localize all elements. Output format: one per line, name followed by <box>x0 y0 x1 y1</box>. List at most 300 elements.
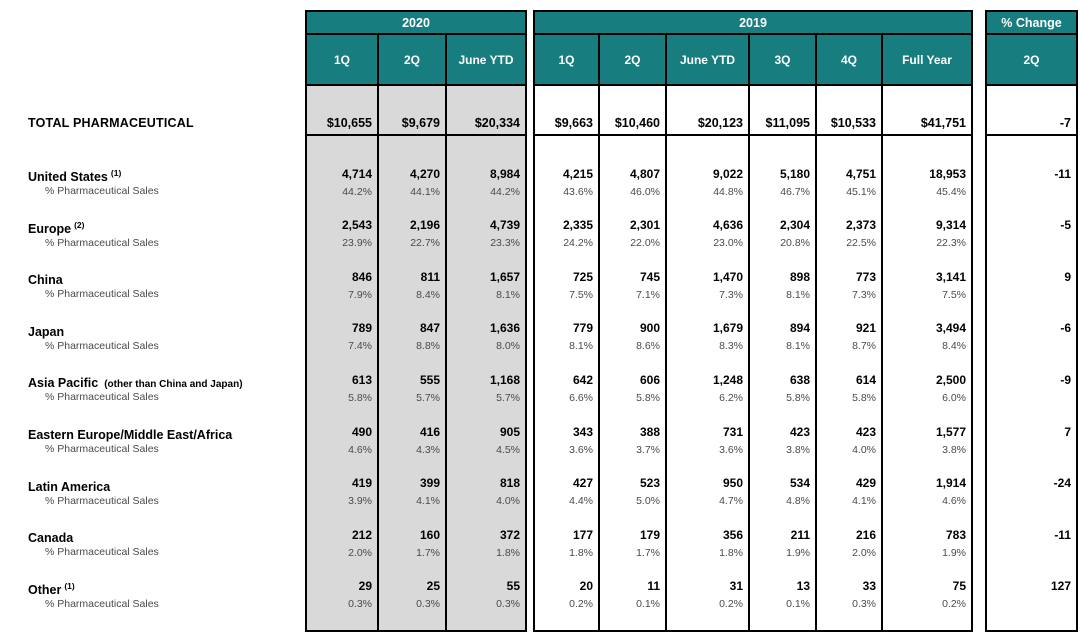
quarter-header: 1Q <box>307 35 377 86</box>
pct-of-sales-value: 45.4% <box>936 185 966 198</box>
sales-value: 847 <box>419 321 440 336</box>
sales-value: 1,679 <box>712 321 743 336</box>
pct-of-sales-value: 0.1% <box>636 598 660 611</box>
region-data-cell <box>600 424 665 476</box>
pct-of-sales-value: 7.5% <box>569 288 593 301</box>
region-data-cell <box>883 527 971 579</box>
pct-of-sales-value: 4.6% <box>348 443 372 456</box>
pct-sales-sublabel: % Pharmaceutical Sales <box>45 236 159 249</box>
quarter-header: June YTD <box>667 35 748 86</box>
region-data-cell <box>750 475 815 527</box>
pct-of-sales-value: 7.1% <box>636 288 660 301</box>
sales-value: 2,196 <box>409 218 440 233</box>
region-data-cell <box>307 475 377 527</box>
region-name-text: Asia Pacific <box>28 376 99 391</box>
region-data-cell <box>535 217 598 269</box>
region-data-cell <box>535 424 598 476</box>
sales-value: 898 <box>789 269 810 284</box>
sales-value: -24 <box>1053 476 1071 491</box>
pct-of-sales-value: 43.6% <box>563 185 593 198</box>
pct-of-sales-value: 23.9% <box>342 237 372 250</box>
sales-value: 11 <box>647 579 660 594</box>
region-data-cell <box>883 166 971 218</box>
region-data-cell <box>667 269 748 321</box>
region-data-cell <box>750 527 815 579</box>
pct-of-sales-value: 44.2% <box>490 185 520 198</box>
pct-of-sales-value: 4.5% <box>496 443 520 456</box>
region-data-cell <box>987 269 1076 321</box>
pct-sales-sublabel: % Pharmaceutical Sales <box>45 546 159 559</box>
sales-value: -6 <box>1060 321 1071 336</box>
region-data-cell <box>447 166 525 218</box>
sales-value: 773 <box>855 269 876 284</box>
region-data-cell <box>307 578 377 630</box>
data-column <box>883 35 971 630</box>
sales-value: 4,714 <box>341 166 372 181</box>
region-data-cell <box>883 424 971 476</box>
region-name-text: Canada <box>28 531 74 546</box>
pct-of-sales-value: 0.2% <box>942 598 966 611</box>
sales-value: 1,657 <box>489 269 520 284</box>
pct-of-sales-value: 20.8% <box>780 237 810 250</box>
pct-of-sales-value: 5.0% <box>636 495 660 508</box>
region-data-cell <box>667 166 748 218</box>
region-data-cell <box>307 527 377 579</box>
pct-of-sales-value: 5.7% <box>496 392 520 405</box>
data-column <box>750 35 817 630</box>
pct-of-sales-value: 4.8% <box>786 495 810 508</box>
region-data-cell <box>883 475 971 527</box>
pct-sales-sublabel: % Pharmaceutical Sales <box>45 442 159 455</box>
year-group-header: % Change <box>987 12 1076 35</box>
region-name-text: China <box>28 273 63 288</box>
region-data-cell <box>667 578 748 630</box>
region-footnote-sup: (1) <box>64 580 75 591</box>
pct-of-sales-value: 2.0% <box>852 546 876 559</box>
row-label-column <box>0 10 300 632</box>
sales-value: 950 <box>722 476 743 491</box>
region-data-cell <box>987 166 1076 218</box>
pct-of-sales-value: 8.4% <box>942 340 966 353</box>
region-data-cell <box>535 527 598 579</box>
region-name-text: Latin America <box>28 479 111 494</box>
sales-value: 3,141 <box>935 269 966 284</box>
pct-of-sales-value: 6.2% <box>719 392 743 405</box>
region-label <box>0 423 300 475</box>
region-data-cell <box>447 269 525 321</box>
sales-value: 1,636 <box>489 321 520 336</box>
region-name <box>28 578 300 597</box>
sales-value: 343 <box>572 424 593 439</box>
sales-value: 606 <box>639 373 660 388</box>
region-data-cell <box>987 527 1076 579</box>
region-data-cell <box>667 372 748 424</box>
pct-of-sales-value: 44.8% <box>713 185 743 198</box>
region-name-text: Other <box>28 582 62 597</box>
region-data-cell <box>379 269 445 321</box>
quarter-header: 4Q <box>817 35 881 86</box>
pct-sales-sublabel: % Pharmaceutical Sales <box>45 288 159 301</box>
column-body <box>600 136 665 630</box>
region-data-cell <box>987 424 1076 476</box>
region-data-cell <box>667 424 748 476</box>
sales-value: 356 <box>722 527 743 542</box>
sales-value: 846 <box>351 269 372 284</box>
sales-value: 29 <box>358 579 372 594</box>
sales-value: 33 <box>862 579 876 594</box>
sales-value: 212 <box>351 527 372 542</box>
total-value-cell: $10,655 <box>307 86 377 135</box>
sales-value: 177 <box>572 527 593 542</box>
sales-value: 160 <box>419 527 440 542</box>
sales-value: 75 <box>952 579 966 594</box>
sales-value: 13 <box>796 579 810 594</box>
pct-of-sales-value: 7.4% <box>348 340 372 353</box>
sales-value: 179 <box>639 527 660 542</box>
region-data-cell <box>667 320 748 372</box>
region-name-text: United States <box>28 170 108 184</box>
pct-of-sales-value: 4.1% <box>416 495 440 508</box>
sales-value: 3,494 <box>935 321 966 336</box>
region-name <box>28 268 300 288</box>
region-data-cell <box>883 269 971 321</box>
sales-value: 523 <box>639 476 660 491</box>
total-value-cell: $11,095 <box>750 86 815 135</box>
data-column <box>535 35 600 630</box>
quarter-header: 2Q <box>600 35 665 86</box>
data-column <box>667 35 750 630</box>
column-body <box>307 136 377 630</box>
sales-value: 642 <box>572 373 593 388</box>
region-data-cell <box>817 527 881 579</box>
pct-of-sales-value: 0.1% <box>786 598 810 611</box>
region-data-cell <box>750 320 815 372</box>
sales-value: 789 <box>351 321 372 336</box>
sales-value: -11 <box>1054 166 1071 181</box>
sales-value: 423 <box>855 424 876 439</box>
pct-of-sales-value: 8.4% <box>416 288 440 301</box>
pct-of-sales-value: 23.3% <box>490 237 520 250</box>
sales-value: 429 <box>855 476 876 491</box>
region-name <box>28 320 300 339</box>
sales-value: 31 <box>729 579 743 594</box>
region-label <box>0 217 300 269</box>
column-body <box>447 136 525 630</box>
pct-of-sales-value: 8.1% <box>569 340 593 353</box>
pct-of-sales-value: 5.8% <box>852 392 876 405</box>
pct-of-sales-value: 22.3% <box>936 237 966 250</box>
region-data-cell <box>307 424 377 476</box>
pct-of-sales-value: 7.5% <box>942 288 966 301</box>
pct-of-sales-value: 4.7% <box>719 495 743 508</box>
pct-of-sales-value: 3.6% <box>569 443 593 456</box>
quarter-header: 2Q <box>987 35 1076 86</box>
column-body <box>379 136 445 630</box>
pct-of-sales-value: 4.4% <box>569 495 593 508</box>
sales-value: 4,215 <box>562 166 593 181</box>
pct-of-sales-value: 8.1% <box>496 288 520 301</box>
region-label <box>0 526 300 578</box>
pct-of-sales-value: 8.1% <box>786 340 810 353</box>
sales-value: 4,751 <box>845 166 876 181</box>
pct-of-sales-value: 3.6% <box>719 443 743 456</box>
column-body <box>883 136 971 630</box>
region-data-cell <box>817 269 881 321</box>
sales-value: 534 <box>789 476 810 491</box>
sales-value: 725 <box>572 269 593 284</box>
region-data-cell <box>817 475 881 527</box>
pct-of-sales-value: 0.2% <box>569 598 593 611</box>
sales-value: 900 <box>639 321 660 336</box>
region-label <box>0 578 300 630</box>
pct-of-sales-value: 4.0% <box>496 495 520 508</box>
pct-of-sales-value: 2.0% <box>348 546 372 559</box>
region-data-cell <box>750 372 815 424</box>
sales-value: 921 <box>855 321 876 336</box>
pct-of-sales-value: 6.0% <box>942 392 966 405</box>
region-data-cell <box>379 217 445 269</box>
pct-of-sales-value: 1.8% <box>569 546 593 559</box>
pct-of-sales-value: 6.6% <box>569 392 593 405</box>
pct-of-sales-value: 1.7% <box>416 546 440 559</box>
region-data-cell <box>535 578 598 630</box>
pct-of-sales-value: 24.2% <box>563 237 593 250</box>
pct-of-sales-value: 7.3% <box>719 288 743 301</box>
region-data-cell <box>307 320 377 372</box>
pct-of-sales-value: 8.7% <box>852 340 876 353</box>
pct-sales-sublabel: % Pharmaceutical Sales <box>45 339 159 352</box>
quarter-header: 3Q <box>750 35 815 86</box>
sales-value: 613 <box>351 373 372 388</box>
sales-value: 745 <box>639 269 660 284</box>
total-value-cell: $20,123 <box>667 86 748 135</box>
sales-value: 211 <box>790 527 810 542</box>
pct-of-sales-value: 46.0% <box>630 185 660 198</box>
pct-of-sales-value: 8.0% <box>496 340 520 353</box>
total-row-label: TOTAL PHARMACEUTICAL <box>28 116 194 130</box>
pct-of-sales-value: 4.3% <box>416 443 440 456</box>
column-body <box>667 136 748 630</box>
region-data-cell <box>379 320 445 372</box>
pct-of-sales-value: 44.1% <box>410 185 440 198</box>
region-data-cell <box>817 320 881 372</box>
region-data-cell <box>307 166 377 218</box>
pct-of-sales-value: 0.2% <box>719 598 743 611</box>
sales-value: 423 <box>789 424 810 439</box>
total-value-cell: $9,679 <box>379 86 445 135</box>
region-data-cell <box>379 424 445 476</box>
total-value-cell: $9,663 <box>535 86 598 135</box>
region-data-cell <box>883 372 971 424</box>
pct-of-sales-value: 23.0% <box>713 237 743 250</box>
sales-value: 4,636 <box>712 218 743 233</box>
sales-value: 1,470 <box>712 269 743 284</box>
total-value-cell: $10,533 <box>817 86 881 135</box>
column-body <box>817 136 881 630</box>
region-data-cell <box>535 269 598 321</box>
pct-of-sales-value: 7.9% <box>348 288 372 301</box>
region-data-cell <box>379 475 445 527</box>
sales-value: 614 <box>855 373 876 388</box>
region-data-cell <box>447 372 525 424</box>
sales-value: 905 <box>499 424 520 439</box>
sales-value: 427 <box>572 476 593 491</box>
region-name-text: Eastern Europe/Middle East/Africa <box>28 427 233 442</box>
region-data-cell <box>987 475 1076 527</box>
region-name <box>28 526 300 546</box>
region-data-cell <box>750 166 815 218</box>
region-data-cell <box>817 217 881 269</box>
sales-value: 55 <box>506 579 520 594</box>
pct-of-sales-value: 8.8% <box>416 340 440 353</box>
pct-sales-sublabel: % Pharmaceutical Sales <box>45 391 159 404</box>
pct-of-sales-value: 22.0% <box>630 237 660 250</box>
region-data-cell <box>535 475 598 527</box>
region-data-cell <box>600 372 665 424</box>
pct-sales-sublabel: % Pharmaceutical Sales <box>45 494 159 507</box>
sales-value: 2,500 <box>935 373 966 388</box>
region-name <box>28 217 300 236</box>
region-data-cell <box>447 527 525 579</box>
data-column <box>817 35 883 630</box>
sales-value: 216 <box>855 527 876 542</box>
region-data-cell <box>379 578 445 630</box>
data-column <box>447 35 525 630</box>
region-name-text: Japan <box>28 324 65 339</box>
sales-value: 416 <box>419 424 440 439</box>
sales-value: 18,953 <box>929 166 966 181</box>
quarter-header: 1Q <box>535 35 598 86</box>
sales-value: 372 <box>499 527 520 542</box>
region-label <box>0 320 300 372</box>
region-data-cell <box>600 320 665 372</box>
region-data-cell <box>600 217 665 269</box>
total-value-cell: $10,460 <box>600 86 665 135</box>
sales-value: 490 <box>351 424 372 439</box>
data-column <box>987 35 1076 630</box>
pct-of-sales-value: 1.8% <box>719 546 743 559</box>
region-data-cell <box>535 372 598 424</box>
sales-value: 2,373 <box>845 218 876 233</box>
pct-of-sales-value: 5.7% <box>416 392 440 405</box>
pct-of-sales-value: 46.7% <box>780 185 810 198</box>
region-data-cell <box>600 166 665 218</box>
region-data-cell <box>600 527 665 579</box>
pct-of-sales-value: 0.3% <box>852 598 876 611</box>
region-data-cell <box>750 217 815 269</box>
sales-value: -11 <box>1054 527 1071 542</box>
data-column <box>379 35 447 630</box>
column-set <box>307 35 525 630</box>
quarter-header: June YTD <box>447 35 525 86</box>
year-group-2020 <box>305 10 527 632</box>
column-set <box>987 35 1076 630</box>
sales-value: 4,807 <box>629 166 660 181</box>
pct-of-sales-value: 3.8% <box>942 443 966 456</box>
region-data-cell <box>987 578 1076 630</box>
sales-value: -5 <box>1060 218 1071 233</box>
sales-value: 9 <box>1064 269 1071 284</box>
region-data-cell <box>987 217 1076 269</box>
sales-value: 8,984 <box>489 166 520 181</box>
region-label <box>0 475 300 527</box>
region-data-cell <box>600 578 665 630</box>
region-data-cell <box>307 217 377 269</box>
region-label-list <box>0 135 300 629</box>
pct-of-sales-value: 3.9% <box>348 495 372 508</box>
sales-value: 2,543 <box>341 218 372 233</box>
region-data-cell <box>447 217 525 269</box>
region-data-cell <box>750 424 815 476</box>
sales-value: 127 <box>1050 579 1071 594</box>
pct-of-sales-value: 8.3% <box>719 340 743 353</box>
pct-of-sales-value: 7.3% <box>852 288 876 301</box>
region-data-cell <box>667 527 748 579</box>
pct-of-sales-value: 5.8% <box>348 392 372 405</box>
region-label <box>0 371 300 423</box>
region-data-cell <box>883 320 971 372</box>
sales-value: 9,022 <box>712 166 743 181</box>
region-data-cell <box>535 320 598 372</box>
sales-value: 20 <box>579 579 593 594</box>
pct-of-sales-value: 4.6% <box>942 495 966 508</box>
sales-value: -9 <box>1060 373 1071 388</box>
pct-of-sales-value: 5.8% <box>786 392 810 405</box>
pct-of-sales-value: 1.8% <box>496 546 520 559</box>
region-name <box>28 475 300 494</box>
sales-value: 1,577 <box>935 424 966 439</box>
quarter-header: 2Q <box>379 35 445 86</box>
pct-of-sales-value: 22.5% <box>846 237 876 250</box>
region-data-cell <box>817 166 881 218</box>
region-name <box>28 371 300 391</box>
year-group-2019 <box>533 10 973 632</box>
pct-of-sales-value: 3.8% <box>786 443 810 456</box>
pct-of-sales-value: 3.7% <box>636 443 660 456</box>
sales-value: 5,180 <box>779 166 810 181</box>
sales-value: 1,168 <box>489 373 520 388</box>
region-data-cell <box>817 424 881 476</box>
pct-of-sales-value: 22.7% <box>410 237 440 250</box>
region-data-cell <box>535 166 598 218</box>
sales-value: 638 <box>789 373 810 388</box>
sales-value: 818 <box>499 476 520 491</box>
sales-value: 779 <box>572 321 593 336</box>
region-data-cell <box>379 527 445 579</box>
region-name <box>28 165 300 184</box>
pct-of-sales-value: 0.3% <box>348 598 372 611</box>
column-set <box>535 35 971 630</box>
region-data-cell <box>307 269 377 321</box>
region-data-cell <box>447 320 525 372</box>
quarter-header: Full Year <box>883 35 971 86</box>
year-group-header: 2020 <box>307 12 525 35</box>
region-data-cell <box>379 372 445 424</box>
region-footnote-sup: (2) <box>74 219 85 230</box>
column-body <box>535 136 598 630</box>
region-footnote-sup: (1) <box>110 168 122 178</box>
pct-of-sales-value: 4.0% <box>852 443 876 456</box>
region-name <box>28 423 300 442</box>
sales-value: 4,270 <box>409 166 440 181</box>
region-data-cell <box>750 578 815 630</box>
sales-value: 399 <box>419 476 440 491</box>
region-data-cell <box>447 475 525 527</box>
sales-value: 4,739 <box>489 218 520 233</box>
pct-of-sales-value: 45.1% <box>846 185 876 198</box>
region-name-text: Europe <box>28 221 72 236</box>
pct-sales-sublabel: % Pharmaceutical Sales <box>45 185 159 197</box>
